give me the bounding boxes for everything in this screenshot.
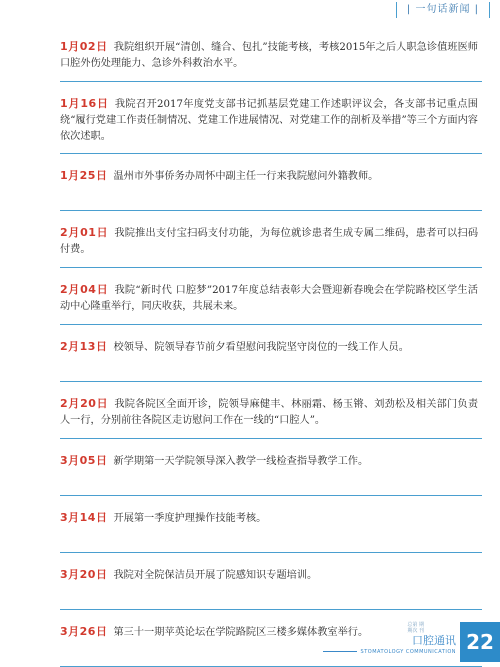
news-date: 3月14日	[60, 511, 108, 524]
news-item	[20, 211, 482, 268]
news-body: 第三十一期苹英论坛在学院路院区三楼多媒体教室举行。	[113, 627, 369, 638]
page-number: 22	[460, 622, 500, 662]
news-item-text	[60, 96, 478, 145]
news-item-text	[60, 453, 478, 470]
news-list	[20, 25, 482, 667]
news-date: 3月26日	[60, 625, 108, 638]
news-item-text	[60, 567, 478, 584]
news-item	[20, 496, 482, 553]
news-date: 2月13日	[60, 340, 108, 353]
news-item-text	[60, 225, 478, 258]
news-item-text	[60, 168, 478, 185]
news-body: 我院组织开展“清创、缝合、包扎”技能考核，考核2015年之后人职急诊值班医师口腔外伤处理能力、急诊外科救治水平。	[60, 42, 478, 69]
news-item-text	[60, 282, 478, 315]
news-item	[20, 553, 482, 610]
news-body: 我院召开2017年度党支部书记抓基层党建工作述职评议会，各支部书记重点围绕“履行党建工作责任制情况、党建工作进展情况、对党建工作的剖析及举措”等三个方面内容依次述职。	[60, 99, 478, 142]
news-body: 新学期第一天学院领导深入教学一线检查指导教学工作。	[113, 456, 369, 467]
news-date: 3月05日	[60, 454, 108, 467]
news-item	[20, 382, 482, 439]
news-item	[20, 25, 482, 82]
news-item	[20, 154, 482, 211]
news-date: 3月20日	[60, 568, 108, 581]
news-date: 2月01日	[60, 226, 109, 239]
news-item-text	[60, 39, 478, 72]
news-date: 1月16日	[60, 97, 109, 110]
news-item-text	[60, 510, 478, 527]
issue-meta-line: 总第 期	[407, 622, 424, 628]
publication-name-en: STOMATOLOGY COMMUNICATION	[323, 649, 456, 655]
news-item	[20, 439, 482, 496]
news-item	[20, 325, 482, 382]
news-body: 校领导、院领导春节前夕看望慰问我院坚守岗位的一线工作人员。	[113, 342, 409, 353]
page-footer	[310, 622, 500, 662]
news-body: 我院推出支付宝扫码支付功能，为每位就诊患者生成专属二维码，患者可以扫码付费。	[60, 228, 479, 255]
publication-name: 口腔通讯	[412, 634, 456, 647]
news-item-text	[60, 396, 478, 429]
news-date: 2月04日	[60, 283, 109, 296]
news-item	[20, 82, 482, 154]
news-body: 我院“新时代 口腔梦”2017年度总结表彰大会暨迎新春晚会在学院路校区学生活动中心隆重举行，同庆收获，共展未来。	[60, 285, 478, 312]
news-body: 开展第一季度护理操作技能考核。	[113, 513, 267, 524]
news-date: 1月25日	[60, 169, 108, 182]
issue-meta-line: 期次 刊	[407, 628, 424, 634]
news-body: 温州市外事侨务办周怀中副主任一行来我院慰问外籍教师。	[113, 171, 379, 182]
section-title: | 一句话新闻 |	[396, 2, 490, 18]
news-body: 我院各院区全面开诊，院领导麻健丰、林丽霜、杨玉锵、刘劲松及相关部门负责人一行，分别前往各院区走访慰问工作在一线的“口腔人”。	[60, 399, 479, 426]
news-item	[20, 268, 482, 325]
news-item-text	[60, 339, 478, 356]
news-body: 我院对全院保洁员开展了院感知识专题培训。	[113, 570, 318, 581]
news-date: 1月02日	[60, 40, 108, 53]
news-date: 2月20日	[60, 397, 109, 410]
